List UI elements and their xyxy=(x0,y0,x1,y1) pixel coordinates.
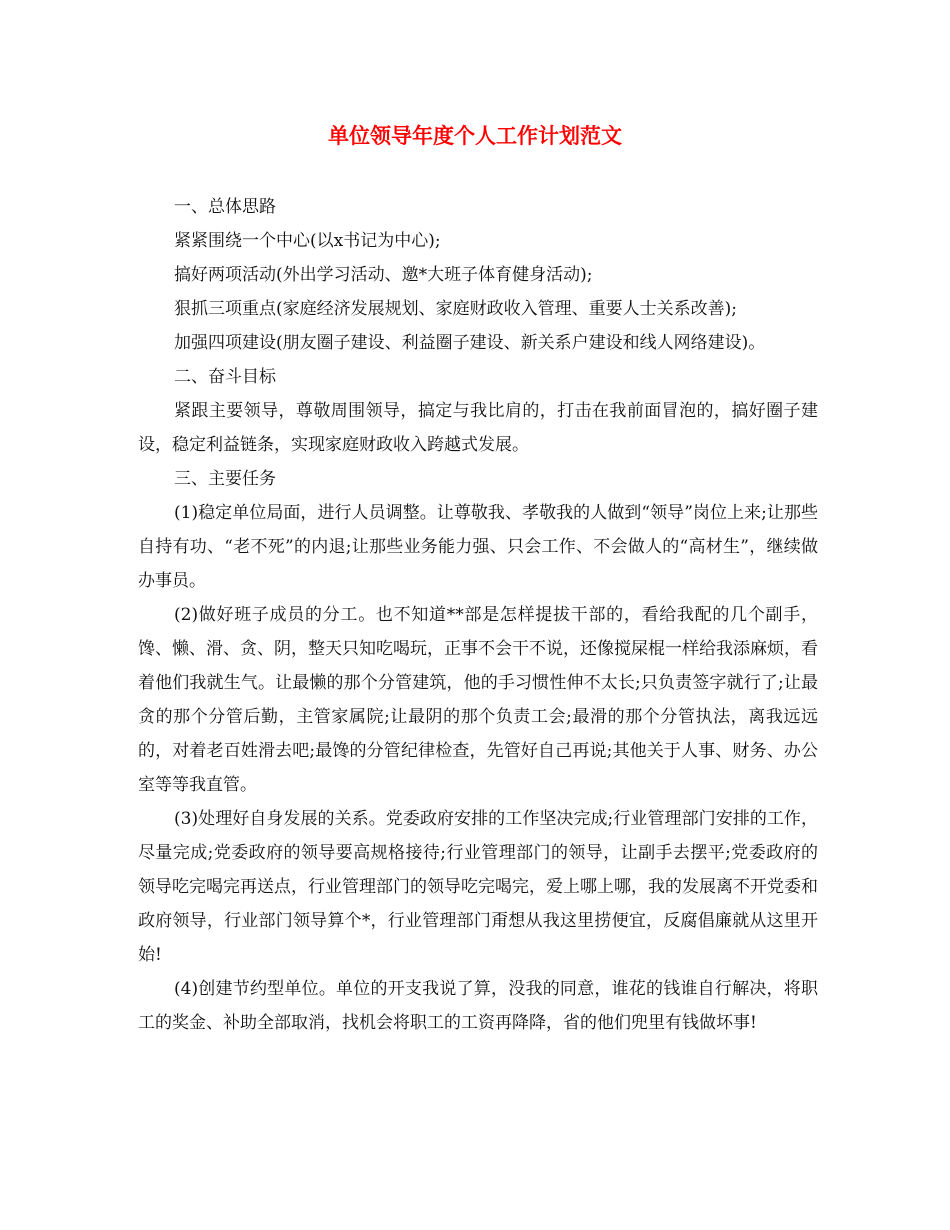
list-item: 搞好两项活动(外出学习活动、邀*大班子体育健身活动); xyxy=(174,265,593,285)
task-paragraph-2: (2)做好班子成员的分工。也不知道**部是怎样提拔干部的，看给我配的几个副手，馋、懒、滑、贪、阴，整天只知吃喝玩，正事不会干不说，还像搅屎棍一样给我添麻烦，看着他们我就生气。让最懒的那个分管建筑，他的手习惯性伸不太长;只负责签字就行了;让最贪的那个分管后勤，主管家属院;让最阴的那个负责工会;最滑的那个分管执法，离我远远的，对着老百姓滑去吧;最馋的分管纪律检查，先管好自己再说;其他关于人事、财务、办公室等等我直管。 xyxy=(138,605,818,795)
document-title: 单位领导年度个人工作计划范文 xyxy=(328,123,622,148)
task-paragraph-4: (4)创建节约型单位。单位的开支我说了算，没我的同意，谁花的钱谁自行解决，将职工的奖金、补助全部取消，找机会将职工的工资再降降，省的他们兜里有钱做坏事! xyxy=(138,979,818,1033)
list-item: 加强四项建设(朋友圈子建设、利益圈子建设、新关系户建设和线人网络建设)。 xyxy=(174,333,766,353)
list-item: 紧紧围绕一个中心(以x书记为中心); xyxy=(174,231,441,251)
task-paragraph-1: (1)稳定单位局面，进行人员调整。让尊敬我、孝敬我的人做到“领导”岗位上来;让那些自持有功、“老不死”的内退;让那些业务能力强、只会工作、不会做人的“高材生”，继续做办事员。 xyxy=(138,503,818,591)
section-heading-goals: 二、奋斗目标 xyxy=(174,367,276,387)
section-heading-overall-approach: 一、总体思路 xyxy=(174,197,276,217)
section-heading-main-tasks: 三、主要任务 xyxy=(174,469,276,489)
task-paragraph-3: (3)处理好自身发展的关系。党委政府安排的工作坚决完成;行业管理部门安排的工作，尽量完成;党委政府的领导要高规格接待;行业管理部门的领导，让副手去摆平;党委政府的领导吃完喝完再送点，行业管理部门的领导吃完喝完，爱上哪上哪，我的发展离不开党委和政府领导，行业部门领导算个*，行业管理部门甭想从我这里捞便宜，反腐倡廉就从这里开始! xyxy=(138,809,818,965)
document-body xyxy=(138,190,818,1040)
list-item: 狠抓三项重点(家庭经济发展规划、家庭财政收入管理、重要人士关系改善); xyxy=(174,299,737,319)
body-paragraph: 紧跟主要领导，尊敬周围领导，搞定与我比肩的，打击在我前面冒泡的，搞好圈子建设，稳定利益链条，实现家庭财政收入跨越式发展。 xyxy=(138,401,818,455)
